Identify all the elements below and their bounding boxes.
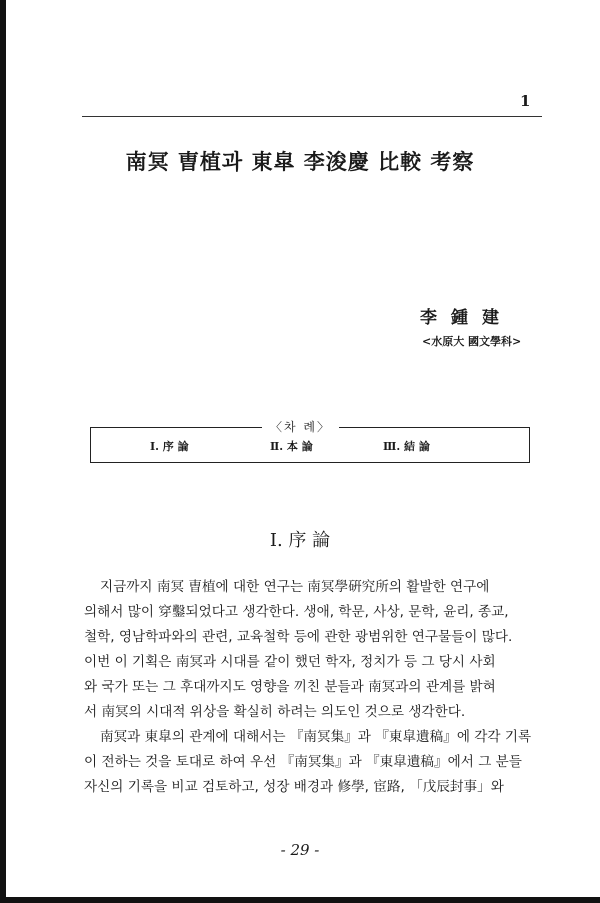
body-line: 지금까지 南冥 曺植에 대한 연구는 南冥學硏究所의 활발한 연구에 [100,579,490,595]
toc-item-conclusion: Ⅲ. 結 論 [383,440,430,453]
body-line: 이번 이 기획은 南冥과 시대를 같이 했던 학자, 정치가 등 그 당시 사회 [84,654,496,670]
scan-border-left [0,0,6,903]
author-affiliation: <水原大 國文學科> [422,335,522,348]
body-line: 자신의 기록을 비교 검토하고, 성장 배경과 修學, 宦路, 「戊辰封事」와 [84,779,504,795]
body-line: 철학, 영남학파와의 관련, 교육철학 등에 관한 광범위한 연구물들이 많다. [84,629,513,645]
author-name: 李鍾建 [420,308,513,328]
section-heading: Ⅰ. 序 論 [269,530,331,551]
header-page-number: 1 [520,92,531,110]
toc-item-body: Ⅱ. 本 論 [270,440,313,453]
body-line: 南冥과 東皐의 관계에 대해서는 『南冥集』과 『東皐遺稿』에 각각 기록 [100,729,532,745]
body-line: 와 국가 또는 그 후대까지도 영향을 끼친 분들과 南冥과의 관계를 밝혀 [84,679,496,695]
scan-border-bottom [0,897,600,903]
body-line: 서 南冥의 시대적 위상을 확실히 하려는 의도인 것으로 생각한다. [84,704,466,720]
toc-caption: 〈차 례〉 [262,418,339,435]
header-rule [82,116,542,117]
footer-page-number: - 29 - [280,841,320,859]
toc-item-intro: Ⅰ. 序 論 [150,440,189,453]
body-line: 의해서 많이 穿鑿되었다고 생각한다. 생애, 학문, 사상, 문학, 윤리, 종교, [84,604,509,620]
paper-title: 南冥 曺植과 東皐 李浚慶 比較 考察 [125,149,475,174]
body-line: 이 전하는 것을 토대로 하여 우선 『南冥集』과 『東皐遺稿』에서 그 분들 [84,754,522,770]
